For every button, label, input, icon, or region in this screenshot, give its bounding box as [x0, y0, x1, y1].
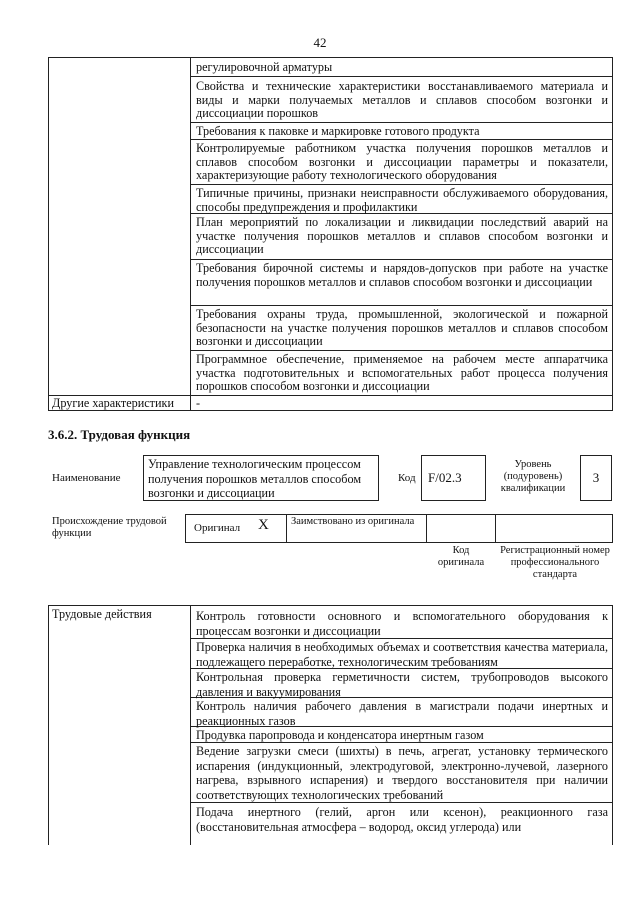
- name-value: Управление технологическим процессом получения порошков металлов способом возгонки и диссоциации: [148, 457, 362, 500]
- original-label: Оригинал: [194, 522, 241, 534]
- action-item: Контроль наличия рабочего давления в магистрали подачи инертных и реакционных газов: [196, 699, 608, 728]
- other-characteristics-label: Другие характеристики: [52, 396, 174, 410]
- actions-label: Трудовые действия: [52, 607, 152, 621]
- reg-caption: Регистрационный номер профессионального стандарта: [500, 545, 610, 580]
- code-caption: Код оригинала: [437, 545, 485, 568]
- table-cell: Типичные причины, признаки неисправности обслуживаемого оборудования, способы предупреждения и профилактики: [196, 186, 608, 214]
- code-label: Код: [398, 472, 416, 484]
- table-cell: Требования к паковке и маркировке готового продукта: [196, 124, 480, 138]
- borrowed-label: Заимствовано из оригинала: [291, 516, 415, 527]
- name-label: Наименование: [52, 472, 121, 484]
- action-item: Контроль готовности основного и вспомогательного оборудования к процессам возгонки и диссоциации: [196, 609, 608, 638]
- other-characteristics-value: -: [196, 396, 201, 410]
- table-cell: Контролируемые работником участка получения порошков металлов и сплавов способом возгонки и диссоциации параметры и показатели, характеризующие работу технологического оборудования: [196, 141, 608, 183]
- original-mark: X: [258, 517, 269, 533]
- table-cell: План мероприятий по локализации и ликвидации последствий аварий на участке получения порошков металлов и сплавов способом возгонки и диссоциации: [196, 215, 608, 257]
- table-cell: Свойства и технические характеристики восстанавливаемого материала и виды и марки получаемых металлов и сплавов способом возгонки и диссоциации порошков: [196, 79, 608, 121]
- level-value: 3: [592, 470, 600, 485]
- table-cell: Требования бирочной системы и нарядов-допусков при работе на участке получения порошков металлов и сплавов способом возгонки и диссоциации: [196, 261, 608, 289]
- action-item: Проверка наличия в необходимых объемах и соответствия качества материала, подлежащего переработке, технологическим требованиям: [196, 640, 608, 669]
- section-heading: 3.6.2. Трудовая функция: [48, 427, 191, 442]
- table-cell: Требования охраны труда, промышленной, экологической и пожарной безопасности на участке получения порошков металлов и сплавов способом возгонки и диссоциации: [196, 307, 608, 349]
- table-cell: Программное обеспечение, применяемое на рабочем месте аппаратчика участка подготовительных и вспомогательных работ процесса получения порошков способом возгонки и диссоциации: [196, 352, 608, 394]
- action-item: Продувка паропровода и конденсатора инертным газом: [196, 728, 484, 742]
- level-label: Уровень (подуровень) квалификации: [500, 459, 566, 494]
- action-item: Контрольная проверка герметичности систем, трубопроводов высокого давления и вакуумирования: [196, 670, 608, 699]
- code-value: F/02.3: [428, 470, 462, 485]
- action-item: Подача инертного (гелий, аргон или ксенон), реакционного газа (восстановительная атмосфера – водород, оксид углерода) или: [196, 805, 608, 834]
- action-item: Ведение загрузки смеси (шихты) в печь, агрегат, установку термического испарения (индукционный, электродуговой, электронно-лучевой, лазерного нагрева, взрывного испарения) и твердого восстановителя при наличии соответствующих технологических требований: [196, 744, 608, 802]
- table-cell: регулировочной арматуры: [196, 60, 333, 74]
- origin-label: Происхождение трудовой функции: [52, 516, 167, 539]
- page-number: 42: [313, 35, 327, 50]
